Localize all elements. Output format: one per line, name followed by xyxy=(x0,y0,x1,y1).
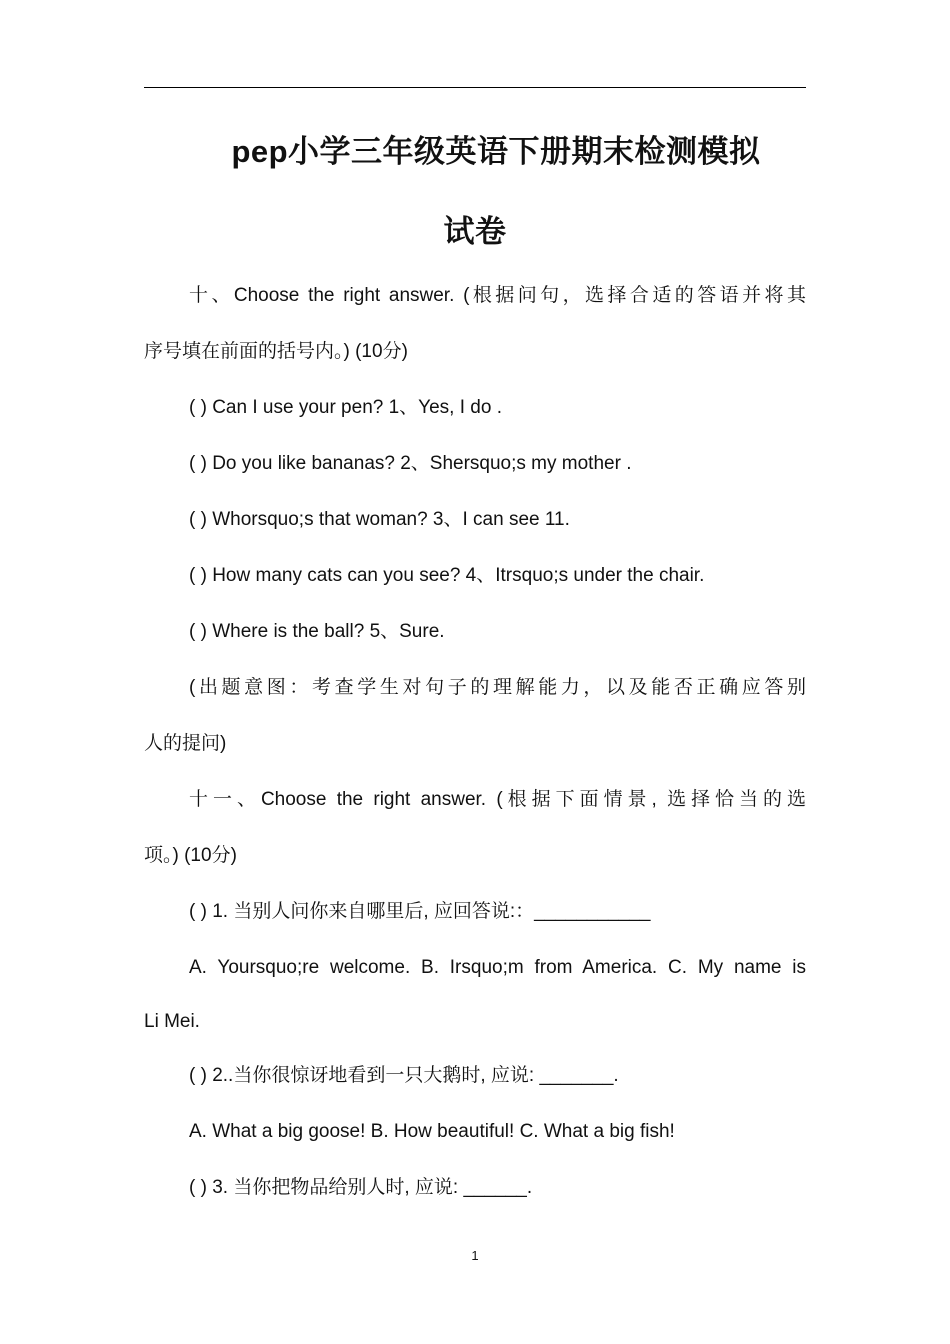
question-line: ( ) 2..当你很惊讶地看到一只大鹅时, 应说: _______. xyxy=(189,1065,619,1086)
section-11-heading-continued: 项。) (10分) xyxy=(144,845,237,866)
page-number: 1 xyxy=(471,1248,479,1263)
question-line: ( ) 1. 当别人问你来自哪里后, 应回答说:：___________ xyxy=(189,901,651,922)
design-intent-note-continued: 人的提问) xyxy=(144,733,227,754)
answer-options: A. Yoursquo;re welcome. B. Irsquo;m from America. C. My name is xyxy=(189,957,806,978)
section-10-heading: 十、Choose the right answer. (根据问句，选择合适的答语并将其 xyxy=(189,285,806,306)
header-rule xyxy=(144,87,806,88)
question-line: ( ) Can I use your pen? 1、Yes, I do . xyxy=(189,397,502,418)
answer-options: A. What a big goose! B. How beautiful! C. What a big fish! xyxy=(189,1121,675,1142)
question-line: ( ) Where is the ball? 5、Sure. xyxy=(189,621,445,642)
question-line: ( ) Do you like bananas? 2、Shersquo;s my mother . xyxy=(189,453,632,474)
document-title-continued: 试卷 xyxy=(443,214,507,249)
section-11-heading: 十一、Choose the right answer. (根据下面情景, 选择恰当的选 xyxy=(189,789,806,810)
question-line: ( ) 3. 当你把物品给别人时, 应说: ______. xyxy=(189,1177,533,1198)
design-intent-note: (出题意图：考查学生对句子的理解能力，以及能否正确应答别 xyxy=(189,677,806,698)
question-line: ( ) Whorsquo;s that woman? 3、I can see 11. xyxy=(189,509,570,530)
document-title: pep小学三年级英语下册期末检测模拟 xyxy=(231,134,761,169)
answer-options-continued: Li Mei. xyxy=(144,1011,200,1032)
section-10-heading-continued: 序号填在前面的括号内。) (10分) xyxy=(144,341,408,362)
question-line: ( ) How many cats can you see? 4、Itrsquo;s under the chair. xyxy=(189,565,705,586)
